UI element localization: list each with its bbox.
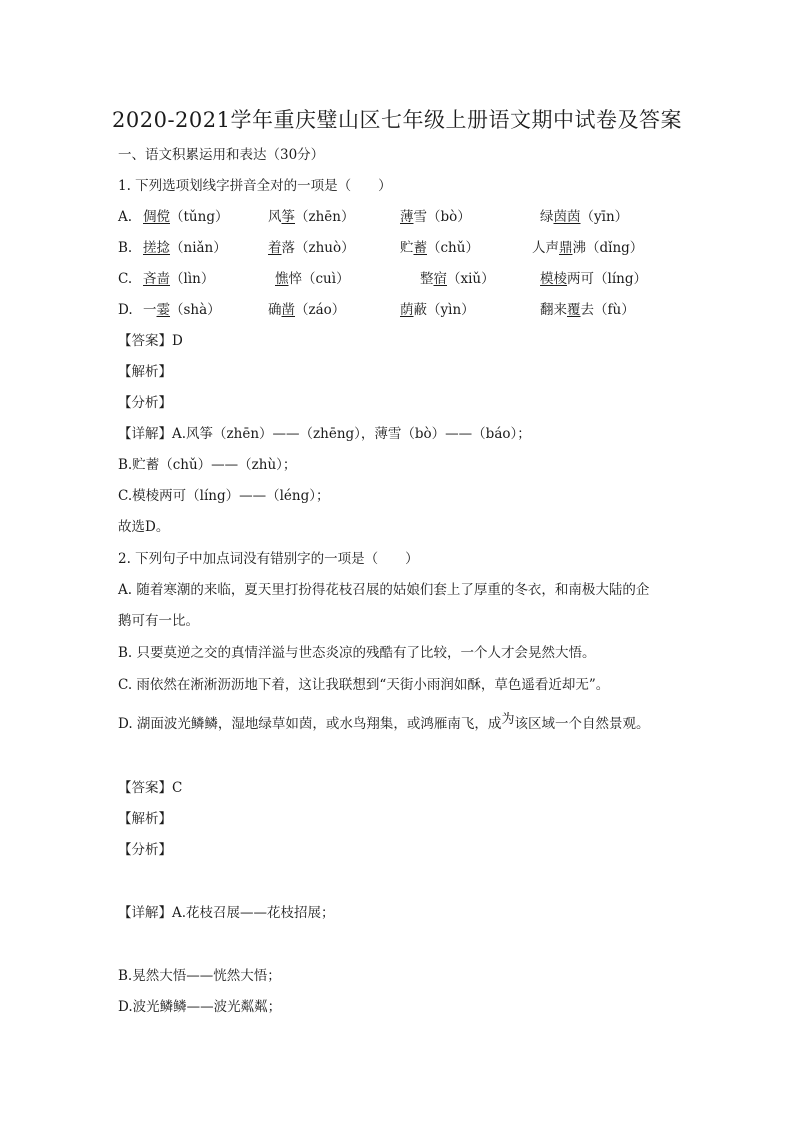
option-item: 绿茵茵（yīn）	[540, 209, 629, 225]
option-item: 搓捻（niǎn）	[143, 240, 227, 256]
analysis-sub-label: 【分析】	[118, 395, 172, 411]
option-item: 一霎（shà）	[143, 302, 221, 318]
option-item: 吝啬（lìn）	[143, 271, 215, 287]
detail-line: B.贮蓄（chǔ）——（zhù）；	[118, 457, 297, 473]
analysis-label: 【解析】	[118, 364, 172, 380]
page-title: 2020-2021学年重庆璧山区七年级上册语文期中试卷及答案	[112, 108, 682, 132]
option-item: 风筝（zhēn）	[268, 209, 355, 225]
conclusion-line: 故选D。	[118, 519, 170, 535]
question-2-stem: 2. 下列句子中加点词没有错别字的一项是（ ）	[118, 551, 419, 567]
option-item: 翻来覆去（fù）	[540, 302, 635, 318]
option-item: 模棱两可（líng）	[540, 271, 647, 287]
q2-option-c: C. 雨依然在淅淅沥沥地下着，这让我联想到“天街小雨润如酥，草色遥看近却无”。	[118, 677, 610, 693]
option-item: 确凿（záo）	[268, 302, 346, 318]
option-item: 薄雪（bò）	[400, 209, 471, 225]
detail-line: 【详解】A.风筝（zhēn）——（zhēng），薄雪（bò）——（báo）；	[118, 426, 531, 442]
analysis-label: 【解析】	[118, 811, 172, 827]
answer-label: 【答案】D	[118, 333, 183, 349]
option-item: 憔悴（cuì）	[275, 271, 350, 287]
section-heading: 一、语文积累运用和表达（30分）	[118, 147, 325, 163]
option-item: 着落（zhuò）	[268, 240, 355, 256]
option-item: 人声鼎沸（dǐng）	[532, 240, 644, 256]
detail-line: 【详解】A.花枝召展——花枝招展；	[118, 905, 335, 921]
question-1-stem: 1. 下列选项划线字拼音全对的一项是（ ）	[118, 178, 392, 194]
detail-line: D.波光鳞鳞——波光粼粼；	[118, 999, 282, 1015]
q2-option-d: D. 湖面波光鳞鳞，湿地绿草如茵，或水鸟翔集，或鸿雁南飞，成为该区域一个自然景观。	[118, 712, 650, 732]
q2-option-a: A. 随着寒潮的来临，夏天里打扮得花枝召展的姑娘们套上了厚重的冬衣，和南极大陆的企	[118, 582, 650, 598]
q2-option-a-cont: 鹅可有一比。	[118, 613, 199, 629]
option-item: 贮蓄（chǔ）	[400, 240, 479, 256]
analysis-sub-label: 【分析】	[118, 842, 172, 858]
detail-line: B.晃然大悟——恍然大悟；	[118, 968, 281, 984]
option-label: D.	[118, 302, 133, 318]
option-label: A.	[118, 209, 133, 225]
option-label: B.	[118, 240, 133, 256]
option-label: C.	[118, 271, 133, 287]
option-item: 荫蔽（yìn）	[400, 302, 475, 318]
option-item: 整宿（xiǔ）	[420, 271, 495, 287]
answer-label: 【答案】C	[118, 780, 183, 796]
q2-option-b: B. 只要莫逆之交的真情洋溢与世态炎凉的残酷有了比较，一个人才会晃然大悟。	[118, 645, 596, 661]
detail-line: C.模棱两可（líng）——（léng）；	[118, 488, 330, 504]
option-item: 倜傥（tǔng）	[143, 209, 229, 225]
